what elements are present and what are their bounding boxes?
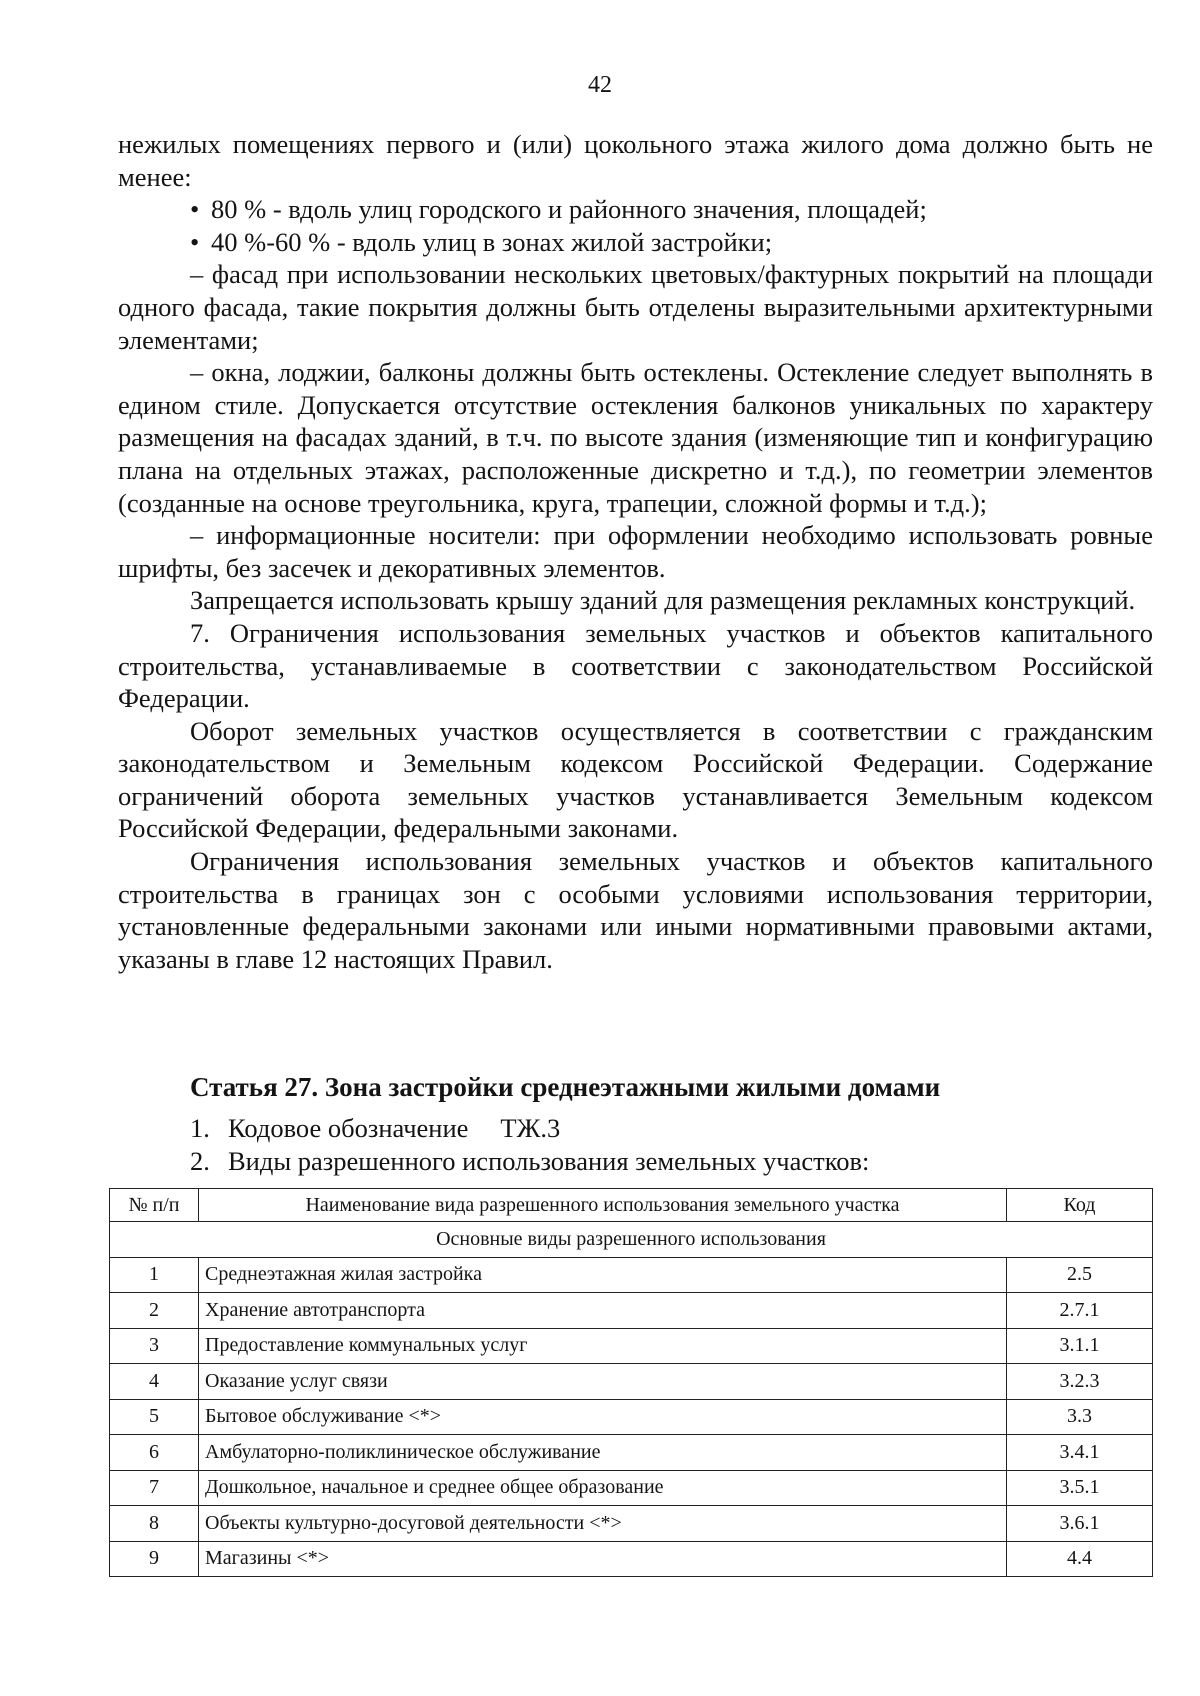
table-row [110, 1257, 1153, 1293]
row-num: 7 [110, 1470, 199, 1506]
row-name: Объекты культурно-досуговой деятельности <*> [199, 1506, 1007, 1542]
row-code: 2.5 [1007, 1257, 1153, 1293]
article-item [190, 1112, 869, 1145]
article-item [190, 1145, 869, 1178]
row-code: 4.4 [1007, 1541, 1153, 1577]
row-num: 9 [110, 1541, 199, 1577]
row-num: 5 [110, 1399, 199, 1435]
table-row [110, 1541, 1153, 1577]
table-row [110, 1506, 1153, 1542]
row-num: 6 [110, 1435, 199, 1471]
header-num: № п/п [110, 1189, 199, 1222]
paragraph-item-7: 7. Ограничения использования земельных участков и объектов капитального строительства, устанавливаемые в соответствии с законодательством Российской Федерации. [118, 617, 1153, 714]
row-code: 3.1.1 [1007, 1328, 1153, 1364]
paragraph-facade: – фасад при использовании нескольких цветовых/фактурных покрытий на площади одного фасада, такие покрытия должны быть отделены выразительными архитектурными элементами; [118, 259, 1153, 355]
row-num: 8 [110, 1506, 199, 1542]
row-code: 3.4.1 [1007, 1435, 1153, 1471]
row-code: 3.2.3 [1007, 1364, 1153, 1400]
row-code: 2.7.1 [1007, 1293, 1153, 1329]
paragraph-info-carriers: – информационные носители: при оформлении необходимо использовать ровные шрифты, без засечек и декоративных элементов. [118, 520, 1153, 583]
bullet-list [118, 193, 1153, 258]
table-row [110, 1399, 1153, 1435]
permitted-uses-table [109, 1188, 1153, 1577]
row-name: Оказание услуг связи [199, 1364, 1007, 1400]
row-code: 3.6.1 [1007, 1506, 1153, 1542]
row-name: Амбулаторно-поликлиническое обслуживание [199, 1435, 1007, 1471]
bullet-item: • 40 %-60 % - вдоль улиц в зонах жилой застройки; [118, 226, 1153, 259]
header-name: Наименование вида разрешенного использования земельного участка [199, 1189, 1007, 1222]
row-num: 2 [110, 1293, 199, 1329]
row-name: Бытовое обслуживание <*> [199, 1399, 1007, 1435]
row-num: 3 [110, 1328, 199, 1364]
table-row [110, 1470, 1153, 1506]
table-row [110, 1293, 1153, 1329]
page-number: 42 [588, 72, 612, 98]
table-row [110, 1328, 1153, 1364]
header-code: Код [1007, 1189, 1153, 1222]
paragraph-turnover: Оборот земельных участков осуществляется в соответствии с гражданским законодательством и Земельным кодексом Российской Федерации. Содержание ограничений оборота земельных участков устанавливается Земельным кодексом Российской Федерации, федеральными законами. [118, 715, 1153, 844]
table-header-row [110, 1189, 1153, 1222]
body-text [118, 128, 1153, 975]
row-num: 1 [110, 1257, 199, 1293]
row-name: Предоставление коммунальных услуг [199, 1328, 1007, 1364]
section-title: Основные виды разрешенного использования [110, 1222, 1153, 1258]
paragraph-restrictions: Ограничения использования земельных участков и объектов капитального строительства в границах зон с особыми условиями использования территории, установленные федеральными законами или иными нормативными правовыми актами, указаны в главе 12 настоящих Правил. [118, 846, 1153, 974]
bullet-item: • 80 % - вдоль улиц городского и районного значения, площадей; [118, 193, 1153, 226]
paragraph-continuation: нежилых помещениях первого и (или) цокольного этажа жилого дома должно быть не менее: [118, 129, 1153, 192]
item-number: 2. [190, 1146, 210, 1176]
row-name: Хранение автотранспорта [199, 1293, 1007, 1329]
table-row [110, 1364, 1153, 1400]
item-text: Виды разрешенного использования земельных участков: [228, 1146, 870, 1176]
row-num: 4 [110, 1364, 199, 1400]
paragraph-windows: – окна, лоджии, балконы должны быть остеклены. Остекление следует выполнять в едином стиле. Допускается отсутствие остекления балконов уникальных по характеру размещения на фасадах зданий, в т.ч. по высоте здания (изменяющие тип и конфигурацию плана на отдельных этажах, расположенные дискретно и т.д.), по геометрии элементов (созданные на основе треугольника, круга, трапеции, сложной формы и т.д.); [118, 357, 1153, 518]
row-name: Магазины <*> [199, 1541, 1007, 1577]
row-code: 3.5.1 [1007, 1470, 1153, 1506]
row-name: Среднеэтажная жилая застройка [199, 1257, 1007, 1293]
row-code: 3.3 [1007, 1399, 1153, 1435]
item-number: 1. [190, 1113, 210, 1143]
zone-code: ТЖ.3 [500, 1113, 561, 1143]
paragraph-roof-ban: Запрещается использовать крышу зданий для размещения рекламных конструкций. [190, 585, 1136, 616]
table-row [110, 1435, 1153, 1471]
article-title: Статья 27. Зона застройки среднеэтажными жилыми домами [190, 1072, 941, 1102]
table-section-row [110, 1222, 1153, 1258]
item-text: Кодовое обозначение [228, 1113, 469, 1143]
row-name: Дошкольное, начальное и среднее общее образование [199, 1470, 1007, 1506]
article-items [190, 1112, 869, 1178]
